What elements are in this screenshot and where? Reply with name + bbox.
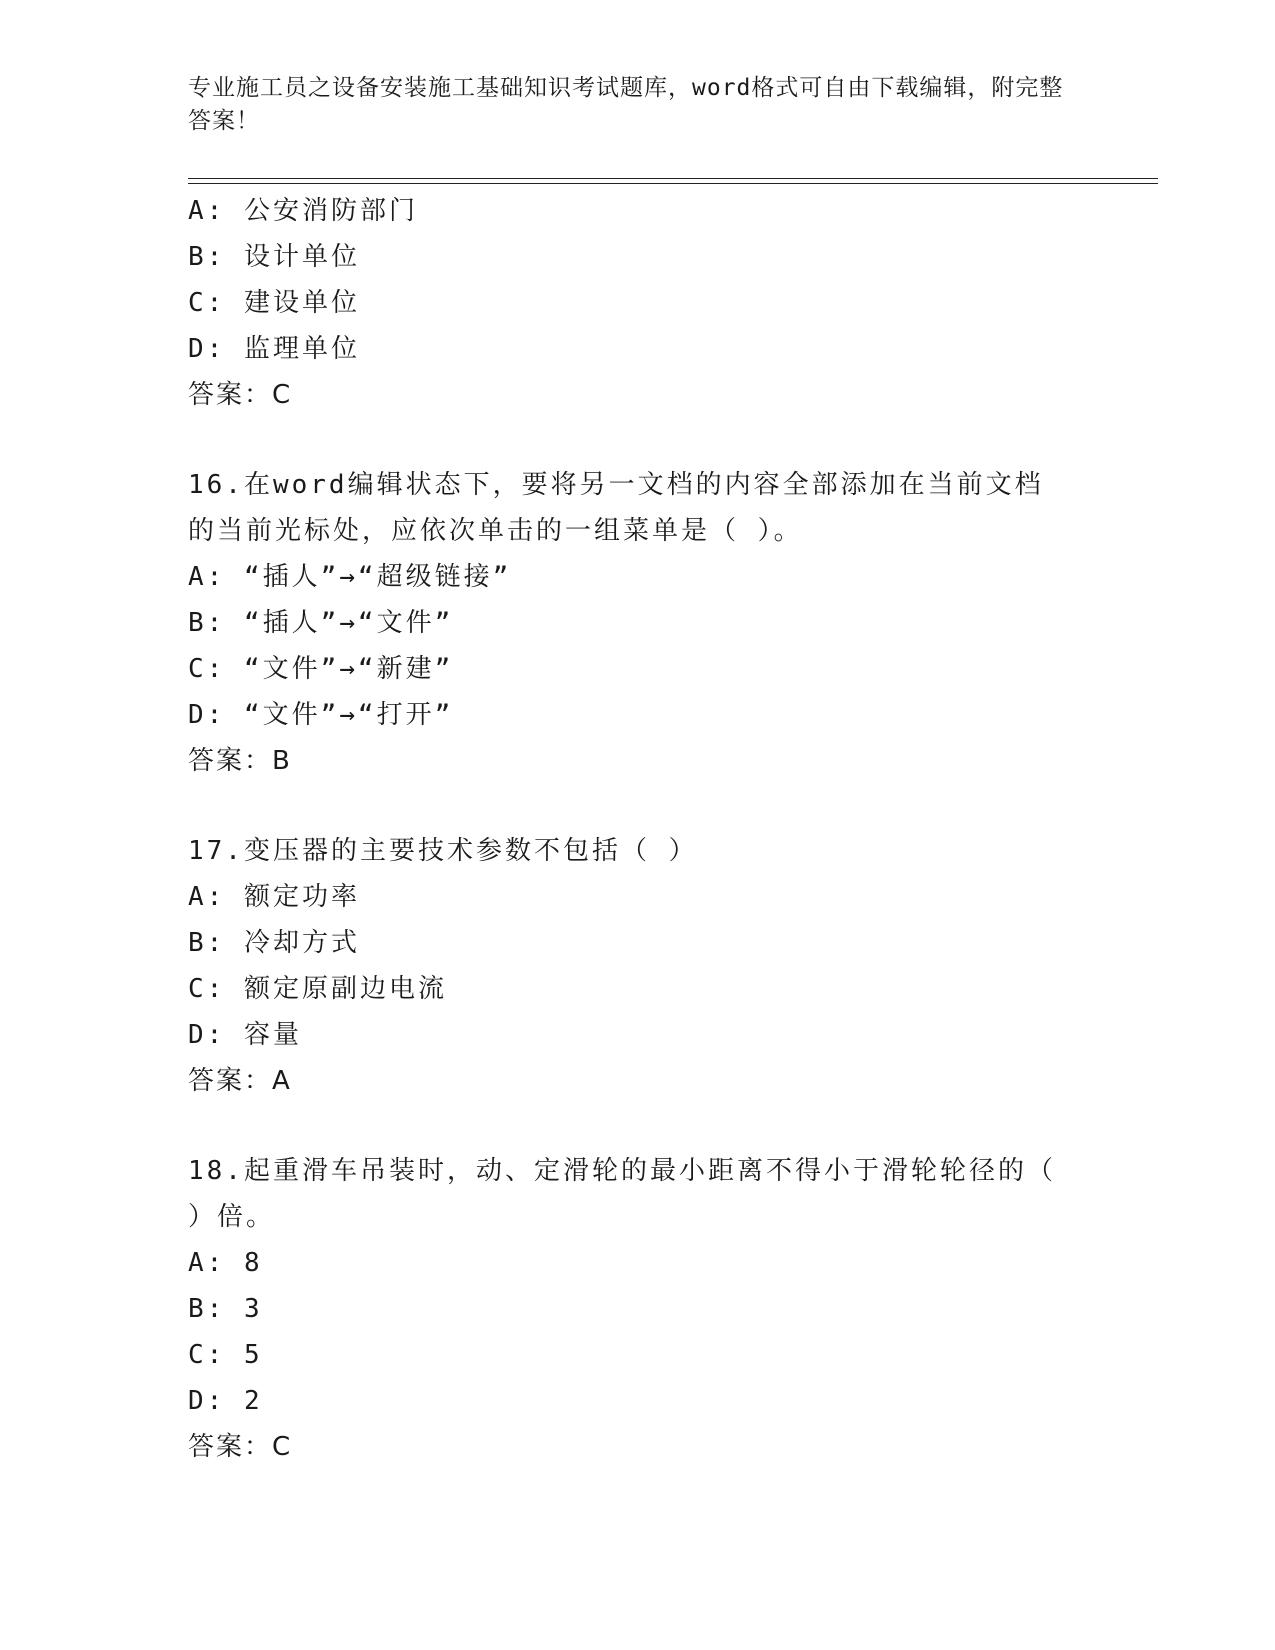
option-a: A: 额定功率 bbox=[188, 882, 360, 912]
question-text: 18.起重滑车吊装时，动、定滑轮的最小距离不得小于滑轮轮径的（ ）倍。 bbox=[188, 1156, 1056, 1232]
option-a: A: “插人”→“超级链接” bbox=[188, 562, 512, 592]
question-block-15 bbox=[188, 188, 1088, 418]
question-text: 17.变压器的主要技术参数不包括（ ） bbox=[188, 836, 698, 866]
option-c: C: 额定原副边电流 bbox=[188, 974, 447, 1004]
answer: 答案：B bbox=[188, 746, 292, 776]
answer: 答案：A bbox=[188, 1066, 292, 1096]
question-block-18 bbox=[188, 1148, 1088, 1470]
option-a: A: 8 bbox=[188, 1248, 263, 1278]
option-c: C: 建设单位 bbox=[188, 288, 360, 318]
answer: 答案：C bbox=[188, 1432, 293, 1462]
option-c: C: 5 bbox=[188, 1340, 263, 1370]
option-b: B: 冷却方式 bbox=[188, 928, 360, 958]
option-b: B: 设计单位 bbox=[188, 242, 360, 272]
question-text: 16.在word编辑状态下，要将另一文档的内容全部添加在当前文档的当前光标处，应依次单击的一组菜单是（ ）。 bbox=[188, 470, 1044, 546]
option-c: C: “文件”→“新建” bbox=[188, 654, 454, 684]
header-divider-top bbox=[188, 178, 1158, 179]
document-body bbox=[188, 188, 1088, 1470]
option-d: D: 2 bbox=[188, 1386, 263, 1416]
question-block-16 bbox=[188, 462, 1088, 784]
option-d: D: “文件”→“打开” bbox=[188, 700, 454, 730]
option-b: B: 3 bbox=[188, 1294, 263, 1324]
answer: 答案：C bbox=[188, 380, 293, 410]
option-d: D: 监理单位 bbox=[188, 334, 360, 364]
header-divider-bottom bbox=[188, 183, 1158, 184]
option-a: A: 公安消防部门 bbox=[188, 196, 418, 226]
document-header: 专业施工员之设备安装施工基础知识考试题库，word格式可自由下载编辑，附完整答案！ bbox=[188, 75, 1064, 134]
option-d: D: 容量 bbox=[188, 1020, 302, 1050]
question-block-17 bbox=[188, 828, 1088, 1104]
option-b: B: “插人”→“文件” bbox=[188, 608, 454, 638]
